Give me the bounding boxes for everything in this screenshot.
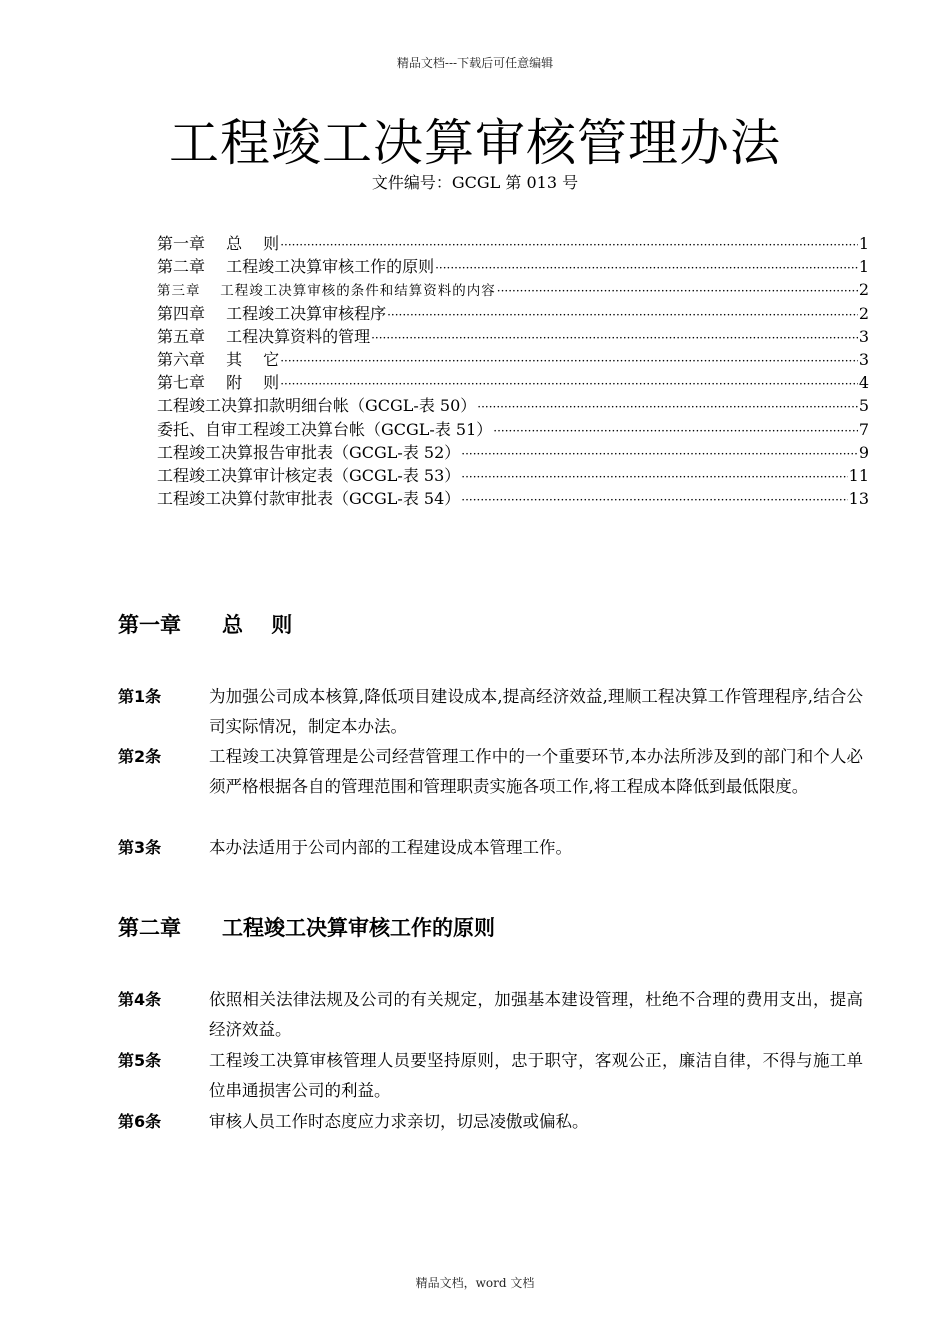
document-number: 文件编号：GCGL 第 013 号: [371, 173, 579, 192]
toc-leader-dots: [461, 489, 847, 512]
toc-leader-dots: [435, 257, 858, 280]
toc-entry[interactable]: [157, 255, 869, 278]
toc-entry-page: 5: [858, 396, 869, 416]
page-footer: 精品文档，word 文档: [415, 1276, 535, 1290]
article: [118, 833, 863, 863]
article-text: 审核人员工作时态度应力求亲切，切忌凌傲或偏私。: [209, 1112, 589, 1131]
toc-leader-dots: [461, 443, 858, 466]
toc-entry-page: 13: [848, 489, 869, 509]
chapter-title: 工程竣工决算审核工作的原则: [222, 916, 495, 940]
toc-entry[interactable]: [157, 348, 869, 371]
toc-entry[interactable]: [157, 232, 869, 255]
toc-entry-page: 3: [858, 326, 869, 346]
toc-entry[interactable]: [157, 394, 869, 417]
toc-leader-dots: [371, 327, 858, 350]
article-text: 为加强公司成本核算,降低项目建设成本,提高经济效益,理顺工程决算工作管理程序,结合公司实际情况，制定本办法。: [209, 687, 863, 736]
toc-entry[interactable]: [157, 278, 869, 301]
toc-leader-dots: [280, 350, 858, 373]
toc-entry-page: 7: [858, 419, 869, 439]
article-text: 本办法适用于公司内部的工程建设成本管理工作。: [209, 838, 572, 857]
article-text: 工程竣工决算管理是公司经营管理工作中的一个重要环节,本办法所涉及到的部门和个人必须严格根据各自的管理范围和管理职责实施各项工作,将工程成本降低到最低限度。: [209, 747, 863, 796]
article-text: 依照相关法律法规及公司的有关规定，加强基本建设管理，杜绝不合理的费用支出，提高经济效益。: [209, 990, 863, 1039]
toc-entry-label: 工程竣工决算扣款明细台帐（GCGL-表 50）: [157, 396, 477, 416]
toc-entry-label: 第四章 工程竣工决算审核程序: [157, 303, 387, 323]
toc-entry-label: 第三章 工程竣工决算审核的条件和结算资料的内容: [157, 283, 496, 300]
toc-entry[interactable]: [157, 418, 869, 441]
toc-entry[interactable]: [157, 302, 869, 325]
chapter-title: 总 则: [222, 613, 293, 637]
toc-entry-page: 2: [858, 303, 869, 323]
toc-entry-page: 3: [858, 349, 869, 369]
toc-entry-page: 1: [858, 234, 869, 253]
toc-entry[interactable]: [157, 487, 869, 510]
article-number: 第1条: [118, 687, 162, 706]
article: [118, 742, 863, 802]
chapter-number: 第一章: [118, 613, 181, 637]
article-number: 第6条: [118, 1112, 162, 1131]
article: [118, 682, 863, 742]
toc-entry[interactable]: [157, 464, 869, 487]
toc-entry-label: 第五章 工程决算资料的管理: [157, 326, 371, 346]
toc-leader-dots: [280, 234, 858, 257]
toc-entry-label: 第一章 总 则: [157, 234, 280, 253]
toc-entry-label: 第七章 附 则: [157, 373, 280, 393]
toc-leader-dots: [497, 280, 858, 303]
chapter-heading: [118, 611, 292, 639]
toc-entry-page: 9: [858, 442, 869, 462]
article: [118, 1107, 863, 1137]
toc-entry-label: 第二章 工程竣工决算审核工作的原则: [157, 257, 435, 277]
toc-entry-label: 第六章 其 它: [157, 349, 280, 369]
document-title: 工程竣工决算审核管理办法: [169, 114, 781, 172]
toc-entry[interactable]: [157, 441, 869, 464]
toc-leader-dots: [387, 304, 858, 327]
toc-leader-dots: [493, 420, 858, 443]
toc-entry-label: 工程竣工决算审计核定表（GCGL-表 53）: [157, 465, 461, 485]
toc-leader-dots: [461, 466, 847, 489]
article: [118, 1046, 863, 1106]
article-number: 第3条: [118, 838, 162, 857]
toc-entry-page: 4: [858, 373, 869, 393]
table-of-contents: [157, 232, 869, 510]
toc-entry[interactable]: [157, 325, 869, 348]
article-number: 第4条: [118, 990, 162, 1009]
toc-entry-page: 1: [858, 257, 869, 277]
article-text: 工程竣工决算审核管理人员要坚持原则，忠于职守，客观公正，廉洁自律，不得与施工单位串通损害公司的利益。: [209, 1051, 863, 1100]
toc-entry-label: 委托、自审工程竣工决算台帐（GCGL-表 51）: [157, 419, 493, 439]
toc-entry-page: 11: [848, 465, 869, 485]
page-header: 精品文档---下载后可任意编辑: [396, 56, 554, 70]
toc-entry-page: 2: [858, 280, 869, 300]
article-number: 第5条: [118, 1051, 162, 1070]
chapter-heading: [118, 914, 495, 942]
toc-leader-dots: [280, 373, 858, 396]
toc-entry[interactable]: [157, 371, 869, 394]
toc-entry-label: 工程竣工决算报告审批表（GCGL-表 52）: [157, 442, 461, 462]
toc-entry-label: 工程竣工决算付款审批表（GCGL-表 54）: [157, 489, 461, 509]
article: [118, 985, 863, 1045]
article-number: 第2条: [118, 747, 162, 766]
toc-leader-dots: [477, 396, 858, 419]
chapter-number: 第二章: [118, 916, 181, 940]
